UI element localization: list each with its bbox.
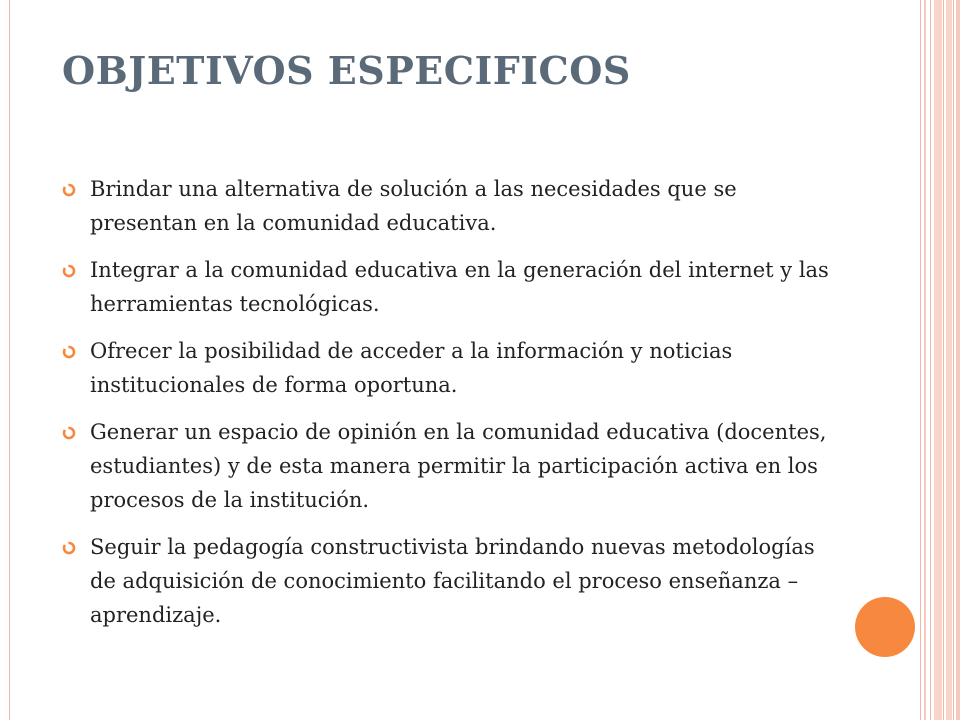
bullet-text: Generar un espacio de opinión en la comunidad educativa (docentes, estudiantes) y de esta manera permitir la participación activa en los procesos de la institución.: [90, 420, 827, 512]
ring-bullet-icon: [62, 345, 76, 359]
stripe: [920, 0, 921, 720]
orange-circle-decoration: [855, 597, 915, 657]
ring-bullet-icon: [62, 183, 76, 197]
stripe: [934, 0, 942, 720]
list-item: [62, 172, 832, 240]
list-item: [62, 530, 832, 632]
stripe: [930, 0, 931, 720]
ring-bullet-icon: [62, 264, 76, 278]
slide-title: OBJETIVOS ESPECIFICOS: [62, 48, 631, 93]
stripe: [956, 0, 960, 720]
right-decorative-stripes: [920, 0, 960, 720]
bullet-text: Integrar a la comunidad educativa en la generación del internet y las herramientas tecnológicas.: [90, 258, 829, 316]
ring-bullet-icon: [62, 541, 76, 555]
bullet-text: Ofrecer la posibilidad de acceder a la información y noticias institucionales de forma oportuna.: [90, 339, 733, 397]
ring-bullet-icon: [62, 426, 76, 440]
list-item: [62, 334, 832, 402]
bullet-list: [62, 172, 832, 645]
left-border-line: [0, 0, 10, 720]
stripe: [924, 0, 926, 720]
stripe: [946, 0, 952, 720]
bullet-text: Seguir la pedagogía constructivista brindando nuevas metodologías de adquisición de conocimiento facilitando el proceso enseñanza – aprendizaje.: [90, 535, 815, 627]
bullet-text: Brindar una alternativa de solución a las necesidades que se presentan en la comunidad educativa.: [90, 177, 737, 235]
stripe: [943, 0, 944, 720]
list-item: [62, 253, 832, 321]
list-item: [62, 415, 832, 517]
stripe: [953, 0, 954, 720]
